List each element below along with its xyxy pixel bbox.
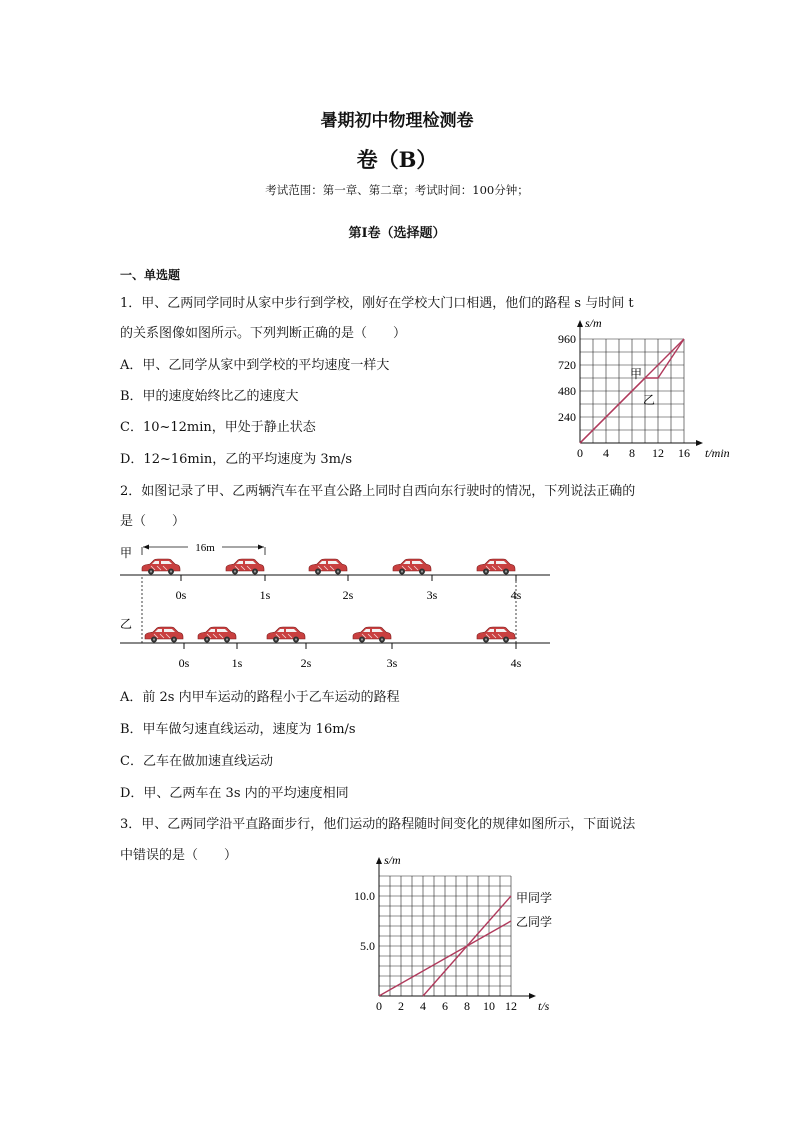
q2-stem-line1: 2．如图记录了甲、乙两辆汽车在平直公路上同时自西向东行驶时的情况，下列说法正确的 bbox=[120, 484, 636, 499]
yi-road-label: 乙 bbox=[120, 617, 133, 631]
yi-time-label: 3s bbox=[386, 656, 398, 670]
yi-car bbox=[198, 627, 236, 643]
yi-time-label: 0s bbox=[178, 656, 190, 670]
yi-car bbox=[477, 627, 515, 643]
exam-info: 考试范围：第一章、第二章；考试时间：100分钟； bbox=[265, 183, 529, 197]
y-tick-label: 5.0 bbox=[360, 939, 375, 953]
series-label-2: 乙同学 bbox=[516, 915, 553, 929]
q2-option-a: A．前 2s 内甲车运动的路程小于乙车运动的路程 bbox=[120, 690, 400, 705]
x-axis-label: t/s bbox=[538, 999, 550, 1013]
q3-stem-line2: 中错误的是（ ） bbox=[120, 848, 238, 863]
q1-stem-line1: 1．甲、乙两同学同时从家中步行到学校，刚好在学校大门口相遇，他们的路程 s 与时间 t bbox=[120, 296, 634, 311]
q1-option-a: A．甲、乙同学从家中到学校的平均速度一样大 bbox=[120, 358, 390, 373]
q3-stem-line1: 3．甲、乙两同学沿平直路面步行，他们运动的路程随时间变化的规律如图所示，下面说法 bbox=[120, 817, 636, 832]
x-axis-label: t/min bbox=[705, 446, 730, 460]
yi-time-label: 1s bbox=[231, 656, 243, 670]
jia-car bbox=[142, 559, 180, 575]
x-tick-label: 4 bbox=[420, 999, 426, 1013]
section-heading: 一、单选题 bbox=[120, 268, 181, 282]
yi-car bbox=[145, 627, 183, 643]
y-axis-label: s/m bbox=[384, 853, 401, 867]
jia-road-label: 甲 bbox=[120, 546, 133, 560]
x-axis-arrow bbox=[529, 993, 536, 999]
yi-road bbox=[120, 627, 550, 670]
series-label-1: 甲同学 bbox=[516, 891, 553, 905]
x-tick-label: 8 bbox=[629, 446, 635, 460]
q2-stem-line2: 是（ ） bbox=[120, 514, 186, 529]
q1-option-b: B．甲的速度始终比乙的速度大 bbox=[120, 389, 299, 404]
x-tick-label: 8 bbox=[464, 999, 470, 1013]
yi-car bbox=[353, 627, 391, 643]
jia-car bbox=[309, 559, 347, 575]
q1-option-c: C．10~12min，甲处于静止状态 bbox=[120, 420, 316, 435]
q1-chart bbox=[540, 312, 745, 467]
y-axis-arrow bbox=[577, 320, 583, 327]
q1-option-d: D．12~16min，乙的平均速度为 3m/s bbox=[120, 452, 353, 467]
jia-road bbox=[120, 559, 550, 602]
x-tick-label: 0 bbox=[577, 446, 583, 460]
paper-title: 暑期初中物理检测卷 bbox=[320, 111, 474, 131]
jia-time-label: 4s bbox=[510, 588, 522, 602]
q2-car-diagram bbox=[110, 535, 560, 675]
yi-car bbox=[267, 627, 305, 643]
y-tick-label: 720 bbox=[558, 358, 576, 372]
x-tick-label: 12 bbox=[652, 446, 664, 460]
paper-subtitle: 卷（B） bbox=[356, 147, 438, 172]
yi-time-label: 2s bbox=[300, 656, 312, 670]
jia-car bbox=[226, 559, 264, 575]
series-label-1: 甲 bbox=[630, 367, 643, 381]
x-tick-label: 2 bbox=[398, 999, 404, 1013]
x-tick-label: 16 bbox=[678, 446, 690, 460]
y-axis-label: s/m bbox=[585, 316, 602, 330]
distance-label: 16m bbox=[195, 542, 215, 554]
q2-option-b: B．甲车做匀速直线运动，速度为 16m/s bbox=[120, 722, 356, 737]
series-label-2: 乙 bbox=[643, 393, 656, 407]
yi-time-label: 4s bbox=[510, 656, 522, 670]
x-tick-label: 6 bbox=[442, 999, 448, 1013]
q1-stem-line2: 的关系图像如图所示。下列判断正确的是（ ） bbox=[120, 326, 407, 341]
x-axis-arrow bbox=[696, 440, 703, 446]
x-tick-label: 4 bbox=[603, 446, 609, 460]
jia-time-label: 2s bbox=[342, 588, 354, 602]
y-tick-label: 10.0 bbox=[354, 889, 375, 903]
y-axis-arrow bbox=[376, 857, 382, 864]
x-tick-label: 12 bbox=[505, 999, 517, 1013]
x-tick-label: 10 bbox=[483, 999, 495, 1013]
y-tick-label: 960 bbox=[558, 332, 576, 346]
jia-time-label: 3s bbox=[426, 588, 438, 602]
q3-chart bbox=[335, 840, 575, 1020]
y-tick-label: 480 bbox=[558, 384, 576, 398]
y-tick-label: 240 bbox=[558, 410, 576, 424]
q2-option-c: C．乙车在做加速直线运动 bbox=[120, 754, 273, 769]
jia-time-label: 0s bbox=[175, 588, 187, 602]
jia-car bbox=[477, 559, 515, 575]
jia-car bbox=[393, 559, 431, 575]
q2-option-d: D．甲、乙两车在 3s 内的平均速度相同 bbox=[120, 786, 349, 801]
jia-time-label: 1s bbox=[259, 588, 271, 602]
x-tick-label: 0 bbox=[376, 999, 382, 1013]
part-heading: 第I卷（选择题） bbox=[348, 226, 446, 241]
